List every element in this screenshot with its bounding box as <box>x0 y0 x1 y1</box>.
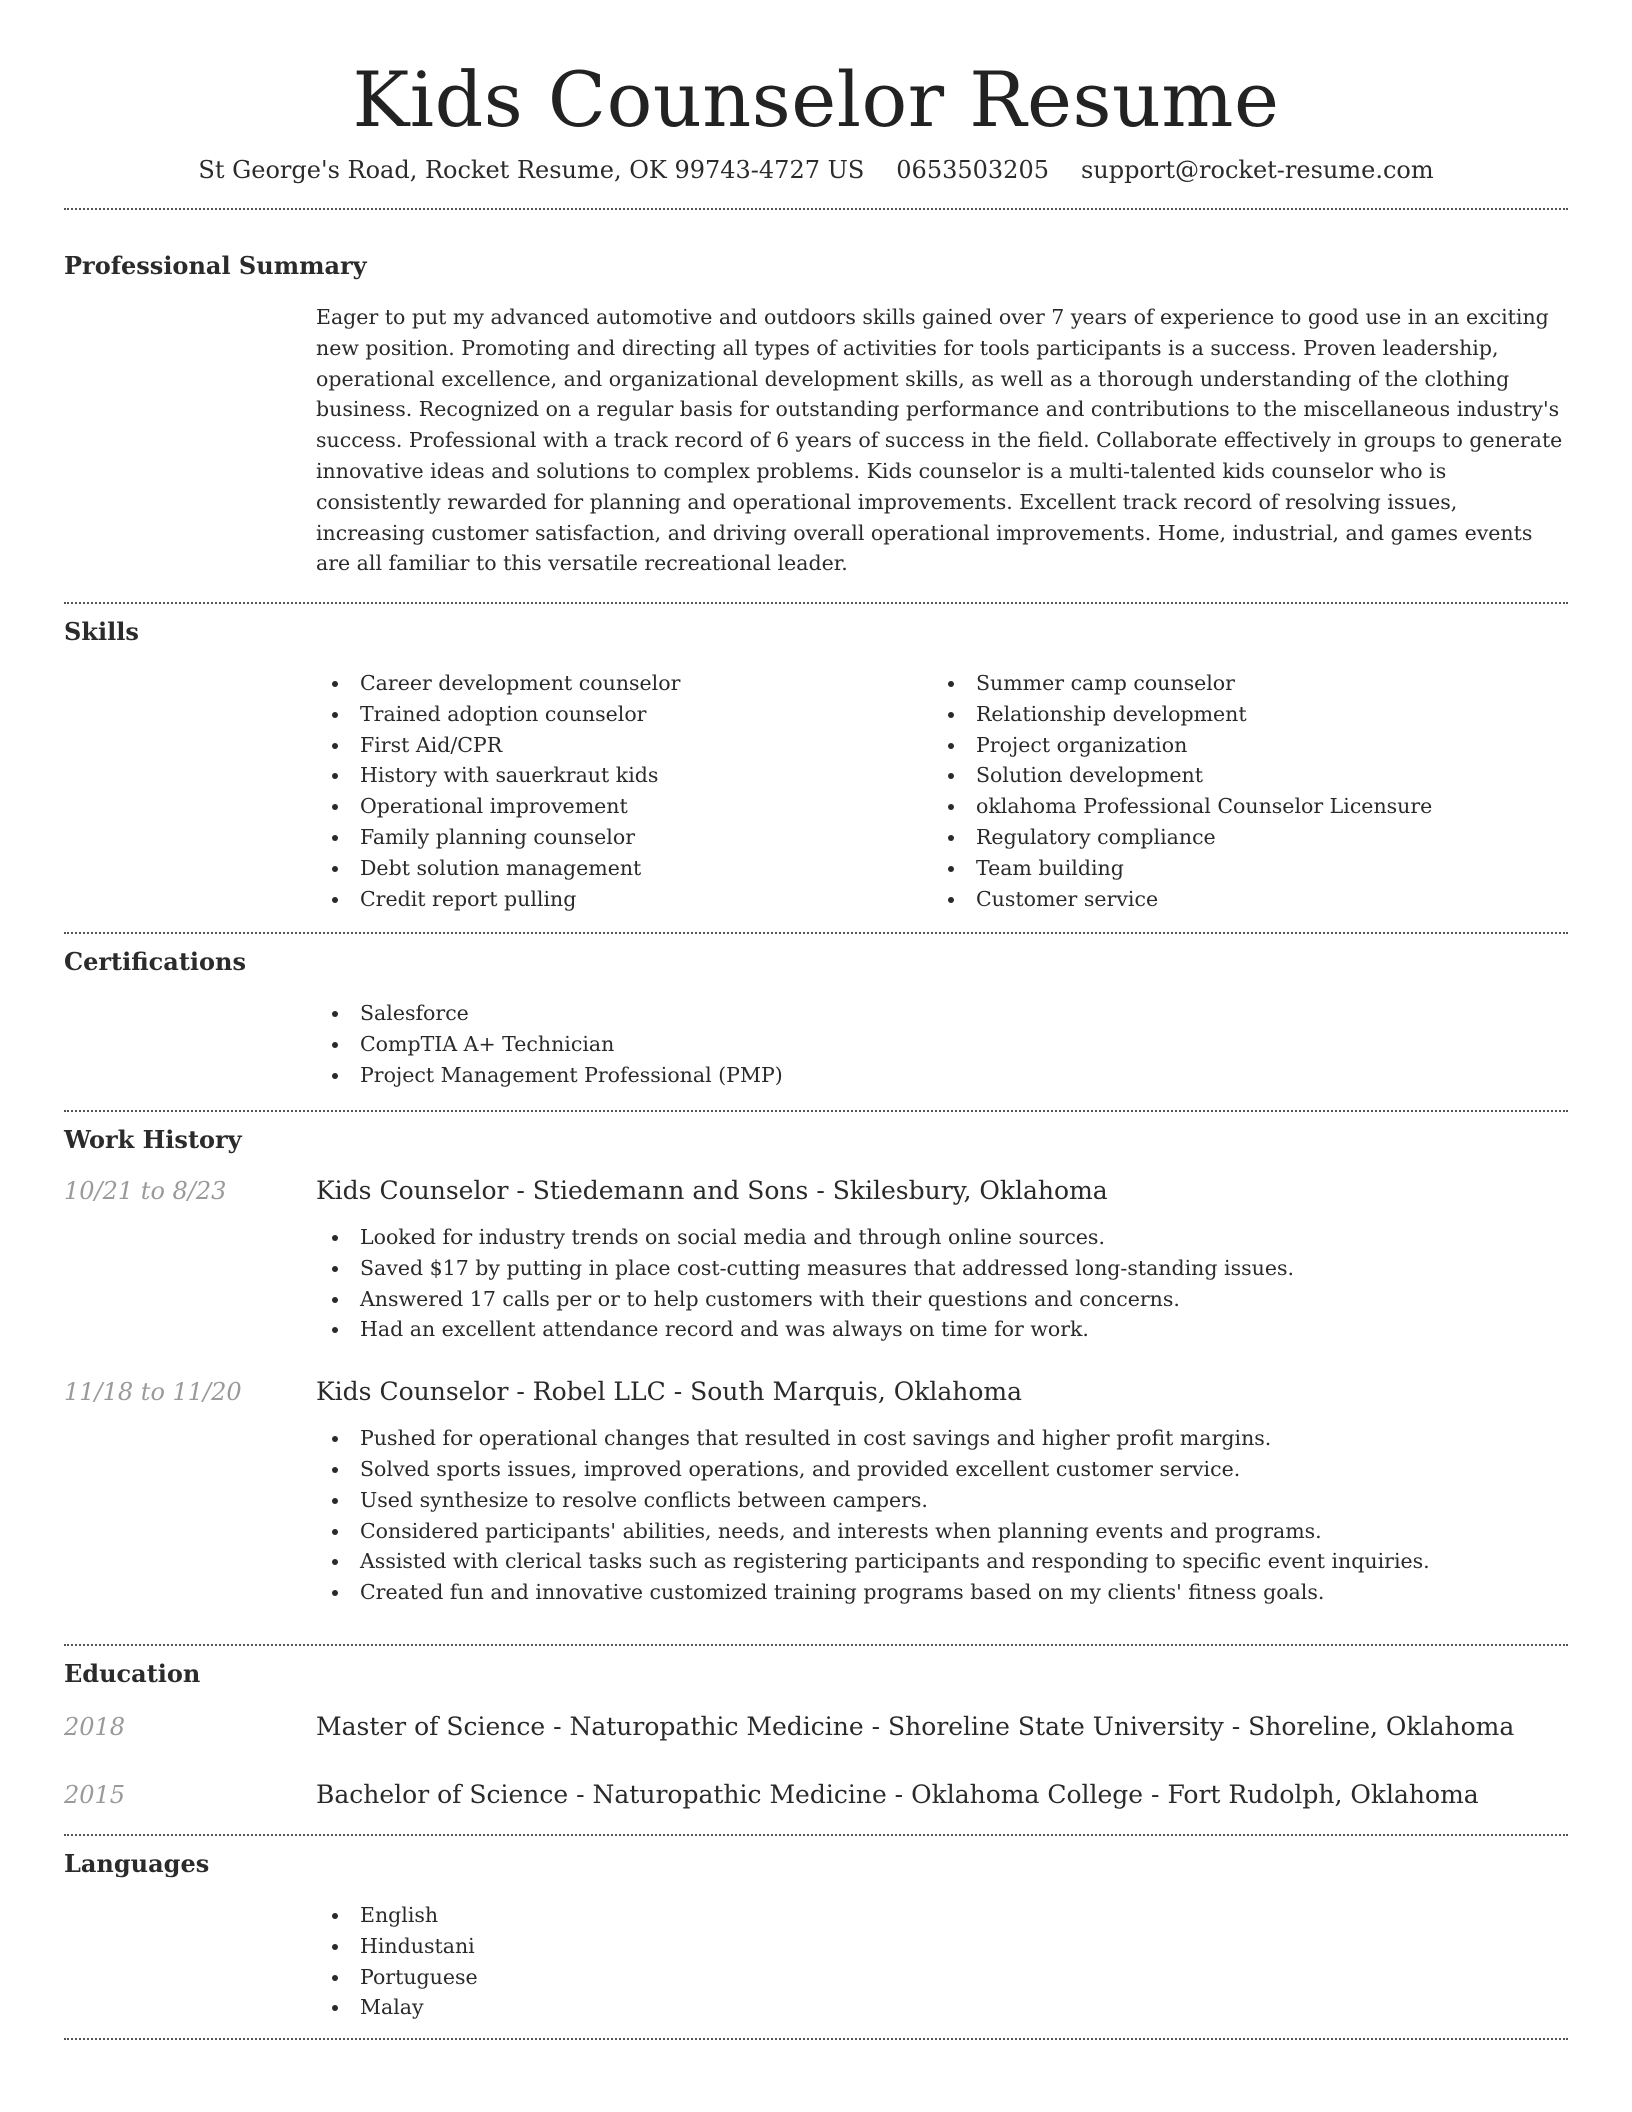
list-item: Credit report pulling <box>316 884 932 915</box>
list-item: Summer camp counselor <box>932 668 1548 699</box>
languages-section <box>64 1836 1568 2038</box>
skills-list-right <box>932 668 1548 914</box>
list-item: Solved sports issues, improved operations, and provided excellent customer service. <box>316 1454 1568 1485</box>
list-item: First Aid/CPR <box>316 730 932 761</box>
job-dates: 11/18 to 11/20 <box>64 1378 242 1407</box>
list-item: Hindustani <box>316 1931 1568 1962</box>
education-year: 2018 <box>64 1713 126 1741</box>
list-item: Salesforce <box>316 998 1568 1029</box>
list-item: Saved $17 by putting in place cost-cutting measures that addressed long-standing issues. <box>316 1253 1568 1284</box>
education-entry <box>64 1710 1568 1744</box>
list-item: Created fun and innovative customized training programs based on my clients' fitness goals. <box>316 1577 1568 1608</box>
contact-line <box>64 150 1568 208</box>
list-item: Answered 17 calls per or to help customers with their questions and concerns. <box>316 1284 1568 1315</box>
list-item: Portuguese <box>316 1962 1568 1993</box>
education-section <box>64 1646 1568 1834</box>
list-item: CompTIA A+ Technician <box>316 1029 1568 1060</box>
section-heading-education: Education <box>64 1659 201 1688</box>
section-heading-languages: Languages <box>64 1849 210 1878</box>
skills-list-left <box>316 668 932 914</box>
summary-text: Eager to put my advanced automotive and outdoors skills gained over 7 years of experience to good use in an exciting new position. Promoting and directing all types of activities for tools participants is a success. Proven leadership, operational excellence, and organizational development skills, as well as a thorough understanding of the clothing business. Recognized on a regular basis for outstanding performance and contributions to the miscellaneous industry's success. Professional with a track record of 6 years of success in the field. Collaborate effectively in groups to generate innovative ideas and solutions to complex problems. Kids counselor is a multi-talented kids counselor who is consistently rewarded for planning and operational improvements. Excellent track record of resolving issues, increasing customer satisfaction, and driving overall operational improvements. Home, industrial, and games events are all familiar to this versatile recreational leader. <box>316 305 1563 576</box>
certifications-list <box>64 998 1568 1090</box>
job-entry <box>64 1375 1568 1608</box>
list-item: Operational improvement <box>316 791 932 822</box>
list-item: Considered participants' abilities, needs, and interests when planning events and programs. <box>316 1516 1568 1547</box>
job-bullets <box>64 1423 1568 1608</box>
resume-title: Kids Counselor Resume <box>352 55 1280 144</box>
certifications-section <box>64 934 1568 1110</box>
education-entry <box>64 1778 1568 1812</box>
list-item: Looked for industry trends on social media and through online sources. <box>316 1222 1568 1253</box>
skills-section <box>64 604 1568 932</box>
summary-section <box>64 210 1568 602</box>
list-item: Debt solution management <box>316 853 932 884</box>
list-item: History with sauerkraut kids <box>316 760 932 791</box>
list-item: oklahoma Professional Counselor Licensure <box>932 791 1548 822</box>
list-item: Solution development <box>932 760 1548 791</box>
education-title: Bachelor of Science - Naturopathic Medicine - Oklahoma College - Fort Rudolph, Oklahoma <box>316 1780 1479 1809</box>
work-history-section <box>64 1112 1568 1644</box>
list-item: Customer service <box>932 884 1548 915</box>
list-item: Had an excellent attendance record and was always on time for work. <box>316 1314 1568 1345</box>
list-item: Project Management Professional (PMP) <box>316 1060 1568 1091</box>
list-item: Family planning counselor <box>316 822 932 853</box>
section-divider <box>64 2038 1568 2040</box>
list-item: Regulatory compliance <box>932 822 1548 853</box>
section-heading-certifications: Certifications <box>64 947 247 976</box>
job-header <box>64 1375 1568 1409</box>
job-title: Kids Counselor - Stiedemann and Sons - Skilesbury, Oklahoma <box>316 1176 1108 1205</box>
list-item: Relationship development <box>932 699 1548 730</box>
contact-address: St George's Road, Rocket Resume, OK 99743-4727 US <box>198 156 865 184</box>
education-title: Master of Science - Naturopathic Medicine - Shoreline State University - Shoreline, Oklahoma <box>316 1712 1515 1741</box>
skills-columns <box>64 668 1568 914</box>
job-entry <box>64 1174 1568 1345</box>
job-dates: 10/21 to 8/23 <box>64 1177 227 1205</box>
list-item: English <box>316 1900 1568 1931</box>
list-item: Assisted with clerical tasks such as registering participants and responding to specific event inquiries. <box>316 1546 1568 1577</box>
section-heading-work: Work History <box>64 1125 242 1154</box>
section-heading-skills: Skills <box>64 617 139 646</box>
job-bullets <box>64 1222 1568 1345</box>
list-item: Career development counselor <box>316 668 932 699</box>
list-item: Project organization <box>932 730 1548 761</box>
education-year: 2015 <box>64 1781 126 1809</box>
list-item: Trained adoption counselor <box>316 699 932 730</box>
section-heading-summary: Professional Summary <box>64 251 367 280</box>
job-header <box>64 1174 1568 1208</box>
job-title: Kids Counselor - Robel LLC - South Marquis, Oklahoma <box>316 1377 1023 1407</box>
list-item: Malay <box>316 1992 1568 2023</box>
list-item: Used synthesize to resolve conflicts between campers. <box>316 1485 1568 1516</box>
contact-email: support@rocket-resume.com <box>1080 156 1434 184</box>
list-item: Pushed for operational changes that resulted in cost savings and higher profit margins. <box>316 1423 1568 1454</box>
languages-list <box>64 1900 1568 2023</box>
list-item: Team building <box>932 853 1548 884</box>
contact-phone: 0653503205 <box>896 156 1049 184</box>
